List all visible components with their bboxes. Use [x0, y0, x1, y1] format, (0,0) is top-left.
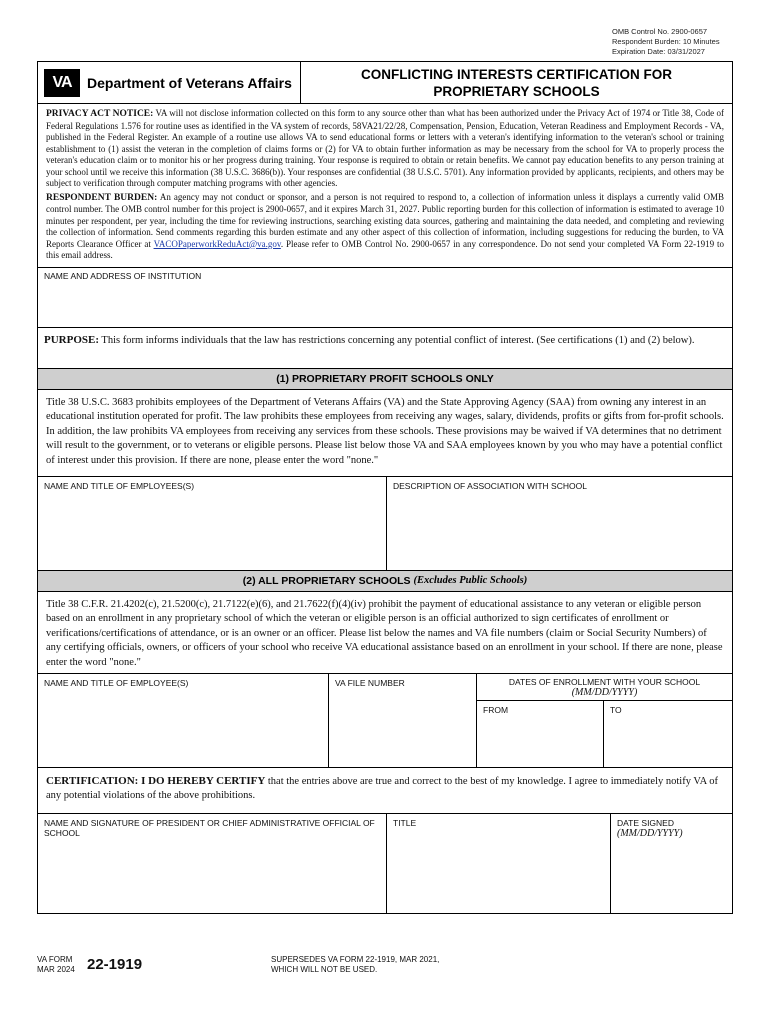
- certification-text: that the entries above are true and correct to the best of my knowledge. I agree to immediately notify VA of any potential violations of the above prohibitions.: [46, 775, 718, 801]
- privacy-act-notice: [46, 108, 724, 190]
- employee-label: NAME AND TITLE OF EMPLOYEE(S): [44, 677, 189, 688]
- va-file-number-label: VA FILE NUMBER: [335, 677, 405, 688]
- section1-table: [38, 476, 732, 570]
- burden-text: An agency may not conduct or sponsor, and a person is not required to respond to, a collection of information unless it displays a currently valid OMB control number. The OMB control number for this project is 2900-0657, and it expires March 31, 2027. Public reporting burden for this collection of information is estimated to average 10 minutes per respondent, per year, including the time for reviewing instructions, searching existing data sources, gathering and maintaining the data needed, and completing and reviewing the collection of information. Send comments regarding this burden estimate and any other aspect of this collection of information, including suggestions for reducing the burden, to VA Reports Clearance Officer at: [46, 191, 724, 249]
- form-header: [38, 62, 732, 104]
- section2-heading-italic: (Excludes Public Schools): [413, 575, 528, 586]
- purpose-section: [38, 328, 732, 368]
- purpose-heading: PURPOSE:: [44, 333, 99, 346]
- respondent-burden-notice: [46, 192, 724, 262]
- supersedes-note: [271, 955, 439, 975]
- institution-field[interactable]: [38, 268, 732, 328]
- enrollment-dates: [476, 674, 732, 767]
- enrollment-dates-header: [477, 674, 732, 700]
- certification-section: [38, 767, 732, 813]
- from-date-field[interactable]: [477, 701, 603, 767]
- date-signed-format: (MM/DD/YYYY): [617, 827, 683, 839]
- expiration-date: Expiration Date: 03/31/2027: [612, 47, 705, 56]
- employee-field[interactable]: [38, 674, 328, 767]
- form-title-line1: CONFLICTING INTERESTS CERTIFICATION FOR: [361, 66, 672, 82]
- supersedes-line1: SUPERSEDES VA FORM 22-1919, MAR 2021,: [271, 955, 440, 964]
- burden-text-end: . Please refer to OMB Control No. 2900-0657 in any correspondence. Do not send your completed VA Form 22-1919 to this email address.: [46, 238, 724, 260]
- institution-label: NAME AND ADDRESS OF INSTITUTION: [44, 270, 202, 281]
- burden-heading: RESPONDENT BURDEN:: [46, 192, 158, 203]
- to-date-field[interactable]: [603, 701, 732, 767]
- form-footer: [37, 955, 733, 981]
- notices: [38, 104, 732, 268]
- section2-text: Title 38 C.F.R. 21.4202(c), 21.5200(c), 21.7122(e)(6), and 21.7622(f)(4)(iv) prohibit the payment of educational assistance to any veteran or eligible person based on an enrollment in any proprietary school of which the veteran or eligible person is an official authorized to sign certificates of enrollment or verifications/certifications of attendance, or is an owner or an officer. Please list below the names and VA file numbers (claim or Social Security Numbers) of any certifying officials, owners, or officers of your school who receive VA educational assistance based on an enrollment in your school. If there are none, please enter the word "none.": [46, 598, 723, 668]
- employees-field[interactable]: [38, 477, 386, 570]
- privacy-heading: PRIVACY ACT NOTICE:: [46, 109, 154, 119]
- purpose-text: This form informs individuals that the law has restrictions concerning any potential conflict of interest. (See certifications (1) and (2) below).: [99, 334, 695, 346]
- employees-label: NAME AND TITLE OF EMPLOYEES(S): [44, 480, 195, 491]
- signature-field[interactable]: [38, 814, 386, 913]
- section1-heading: (1) PROPRIETARY PROFIT SCHOOLS ONLY: [38, 368, 732, 390]
- section2-table: [38, 673, 732, 767]
- form-label: VA FORM: [37, 955, 73, 964]
- va-logo-icon: VA: [44, 69, 80, 97]
- agency-brand: [38, 62, 300, 103]
- form-title: [300, 62, 732, 103]
- enrollment-dates-format: (MM/DD/YYYY): [571, 686, 638, 698]
- date-signed-label: DATE SIGNED: [617, 817, 674, 828]
- form-title-line2: PROPRIETARY SCHOOLS: [433, 83, 600, 99]
- signature-label: NAME AND SIGNATURE OF PRESIDENT OR CHIEF ADMINISTRATIVE OFFICIAL OF SCHOOL: [44, 817, 375, 838]
- omb-info: [612, 27, 720, 57]
- form-identifier: [37, 955, 75, 975]
- enrollment-date-cells: [477, 700, 732, 767]
- signature-table: [38, 813, 732, 913]
- enrollment-dates-label: DATES OF ENROLLMENT WITH YOUR SCHOOL: [508, 676, 701, 687]
- department-name: Department of Veterans Affairs: [87, 74, 292, 91]
- title-label: TITLE: [393, 817, 417, 828]
- supersedes-line2: WHICH WILL NOT BE USED.: [271, 965, 378, 974]
- form-date: MAR 2024: [37, 965, 75, 974]
- form-number: 22-1919: [87, 956, 143, 973]
- privacy-text: VA will not disclose information collected on this form to any source other than what has been authorized under the Privacy Act of 1974 or Title 38, Code of Federal Regulations 1.576 for routine uses as identified in the VA system of records, 58VA21/22/28, Compensation, Pension, Education, Veteran Readiness and Employment Records - VA, published in the Federal Register. An example of a routine use allows VA to send educational forms or letters with a veteran's identifying information to the veteran's school or training establishment to (1) assist the veteran in the completion of claims forms or (2) for VA to obtain further information as may be necessary from the school for VA to properly process the veteran's education claim or to monitor his or her progress during training. Your response is required to obtain or retain benefits. We cannot pay education benefits to any person training at your school until we receive this information (38 U.S.C. 3686(b)). Your responses are confidential (38 U.S.C. 5701). Any information provided by applicants, recipients, and others may be subject to verification through computer matching programs with other agencies.: [46, 108, 725, 188]
- from-label: FROM: [483, 704, 509, 715]
- certification-heading: CERTIFICATION:: [46, 774, 139, 787]
- section2-heading-text: (2) ALL PROPRIETARY SCHOOLS: [242, 574, 411, 587]
- to-label: TO: [610, 704, 622, 715]
- date-signed-field[interactable]: [610, 814, 732, 913]
- omb-control-number: OMB Control No. 2900-0657: [612, 27, 708, 36]
- title-field[interactable]: [386, 814, 610, 913]
- section2-heading: [38, 570, 732, 592]
- va-file-number-field[interactable]: [328, 674, 476, 767]
- section1-text: Title 38 U.S.C. 3683 prohibits employees of the Department of Veterans Affairs (VA) and the State Approving Agency (SAA) from owning any interest in an educational institution operated for profit. The law prohibits these employees from receiving any wages, salary, dividends, profits or gifts from for-profit schools. In addition, the law prohibits VA employees from receiving any services from these schools. These provisions may be waived if VA determines that no detriment will result to the government, or to veterans or eligible persons. Please list below those VA and SAA employees known by you who may have a potential conflict of interest under this provision. If there are none, please enter the word "none.": [46, 396, 724, 466]
- association-label: DESCRIPTION OF ASSOCIATION WITH SCHOOL: [393, 480, 587, 491]
- respondent-burden: Respondent Burden: 10 Minutes: [612, 37, 720, 46]
- association-field[interactable]: [386, 477, 732, 570]
- certification-bold: I DO HEREBY CERTIFY: [138, 774, 266, 787]
- paperwork-email-link[interactable]: VACOPaperworkReduAct@va.gov: [153, 238, 281, 249]
- form-frame: [37, 61, 733, 914]
